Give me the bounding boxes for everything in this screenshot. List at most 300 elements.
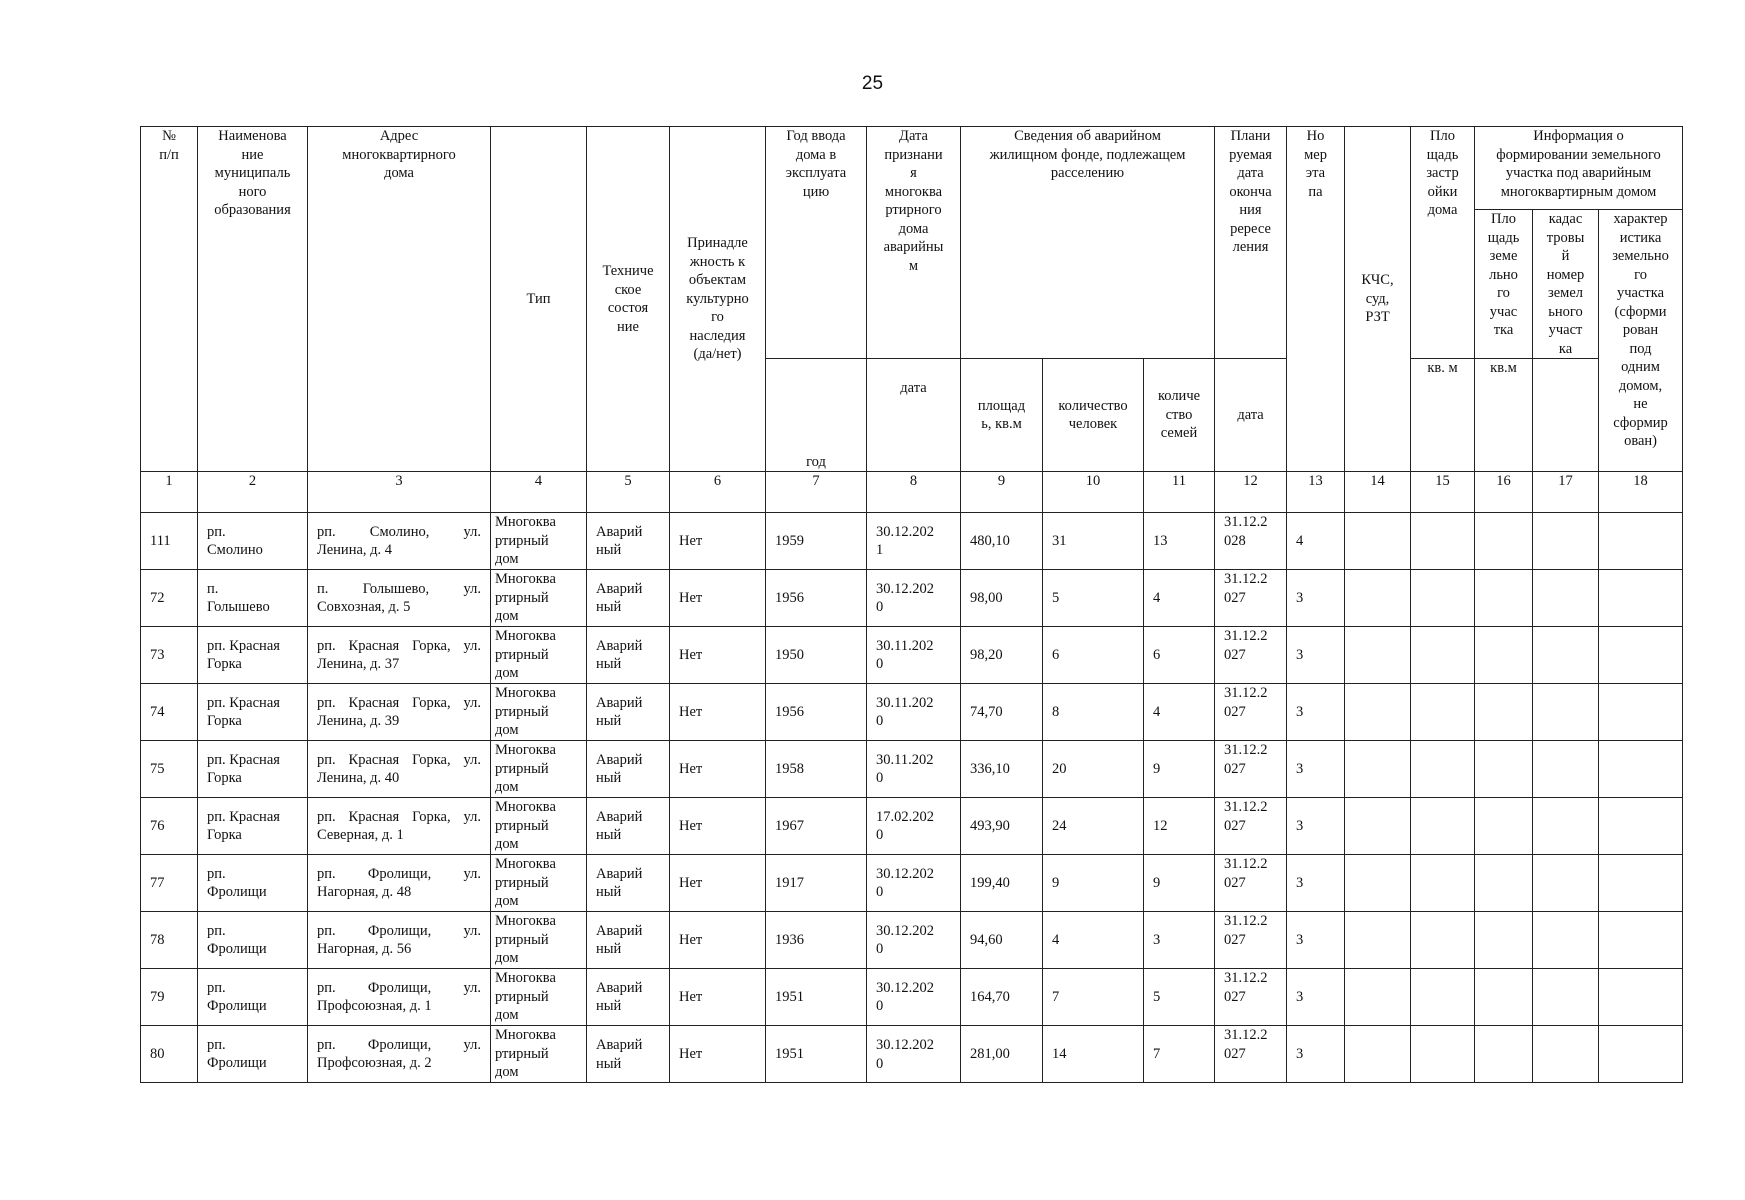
row-municipality-line: Смолино	[207, 542, 263, 558]
column-number: 5	[587, 472, 670, 513]
row-address	[308, 570, 491, 627]
row-empty-cell	[1533, 969, 1599, 1026]
row-planned	[1215, 684, 1287, 741]
row-stage	[1287, 741, 1345, 798]
header-unit-date: дата	[867, 359, 961, 472]
row-address	[308, 855, 491, 912]
row-families	[1144, 684, 1215, 741]
row-empty-cell	[1345, 513, 1411, 570]
row-municipality	[198, 969, 308, 1026]
row-municipality-line: рп.	[207, 865, 226, 882]
row-empty-cell	[1475, 513, 1533, 570]
row-families-text: 13	[1153, 532, 1168, 549]
header-unit-built-area: кв. м	[1411, 359, 1475, 472]
row-date-text: 30.12.202 0	[876, 580, 934, 615]
row-planned-text: 31.12.2 027	[1224, 571, 1268, 606]
column-number: 6	[670, 472, 766, 513]
header-unit-land-area: кв.м	[1475, 359, 1533, 472]
column-number: 11	[1144, 472, 1215, 513]
row-stage	[1287, 684, 1345, 741]
row-address-line: Совхозная, д. 5	[317, 599, 411, 615]
row-number-text: 73	[150, 646, 165, 663]
column-number: 13	[1287, 472, 1345, 513]
row-families	[1144, 1026, 1215, 1083]
row-families	[1144, 912, 1215, 969]
row-address-line: Ленина, д. 4	[317, 542, 393, 558]
row-number-text: 75	[150, 760, 165, 777]
row-families	[1144, 627, 1215, 684]
row-type	[491, 855, 587, 912]
row-year	[766, 912, 867, 969]
column-number: 7	[766, 472, 867, 513]
row-address-line: рп. Смолино, ул.	[317, 523, 481, 540]
row-planned-text: 31.12.2 027	[1224, 742, 1268, 777]
row-heritage	[670, 684, 766, 741]
row-families-text: 6	[1153, 646, 1161, 663]
row-empty-cell	[1411, 513, 1475, 570]
header-num: № п/п	[141, 127, 198, 472]
row-state	[587, 969, 670, 1026]
row-area-text: 164,70	[970, 988, 1010, 1005]
row-empty-cell	[1475, 627, 1533, 684]
row-address-line: Северная, д. 1	[317, 827, 404, 843]
row-stage-text: 3	[1296, 988, 1304, 1005]
row-type-text: Многоква ртирный дом	[495, 799, 556, 852]
column-number: 9	[961, 472, 1043, 513]
row-year-text: 1956	[775, 589, 804, 606]
row-empty-cell	[1599, 1026, 1683, 1083]
row-empty-cell	[1475, 969, 1533, 1026]
row-heritage-text: Нет	[679, 1045, 703, 1062]
header-technical-state: Техниче ское состоя ние	[587, 127, 670, 472]
row-area-text: 94,60	[970, 931, 1003, 948]
column-number: 2	[198, 472, 308, 513]
row-municipality	[198, 627, 308, 684]
row-address-line: рп. Фролищи, ул.	[317, 922, 481, 939]
row-families	[1144, 798, 1215, 855]
row-area	[961, 1026, 1043, 1083]
row-year-text: 1959	[775, 532, 804, 549]
header-date-recognized: Дата признани я многоква ртирного дома аварийны м	[867, 127, 961, 359]
row-type-text: Многоква ртирный дом	[495, 571, 556, 624]
row-planned	[1215, 912, 1287, 969]
row-year	[766, 969, 867, 1026]
row-date	[867, 969, 961, 1026]
row-state	[587, 912, 670, 969]
row-empty-cell	[1533, 741, 1599, 798]
row-people-text: 14	[1052, 1045, 1067, 1062]
header-unit-cadastral-empty	[1533, 359, 1599, 472]
row-date	[867, 855, 961, 912]
row-number-text: 111	[150, 532, 171, 549]
row-stage	[1287, 627, 1345, 684]
row-year-text: 1967	[775, 817, 804, 834]
row-heritage-text: Нет	[679, 532, 703, 549]
row-area	[961, 513, 1043, 570]
row-state-text: Аварий ный	[596, 865, 643, 900]
row-year-text: 1950	[775, 646, 804, 663]
row-municipality-line: п.	[207, 580, 219, 597]
row-number	[141, 513, 198, 570]
column-number: 17	[1533, 472, 1599, 513]
header-stage: Но мер эта па	[1287, 127, 1345, 472]
table-row	[141, 912, 1683, 969]
row-number-text: 77	[150, 874, 165, 891]
row-municipality-line: рп.	[207, 922, 226, 939]
row-area	[961, 798, 1043, 855]
row-families-text: 4	[1153, 703, 1161, 720]
row-people	[1043, 741, 1144, 798]
header-unit-people: количество человек	[1043, 359, 1144, 472]
row-people-text: 31	[1052, 532, 1067, 549]
row-municipality-line: Горка	[207, 713, 242, 729]
row-address	[308, 627, 491, 684]
row-state	[587, 627, 670, 684]
row-municipality	[198, 570, 308, 627]
row-state-text: Аварий ный	[596, 580, 643, 615]
row-type-text: Многоква ртирный дом	[495, 742, 556, 795]
row-area	[961, 627, 1043, 684]
row-empty-cell	[1599, 855, 1683, 912]
row-empty-cell	[1533, 570, 1599, 627]
table-body	[141, 513, 1683, 1083]
row-date-text: 30.12.202 0	[876, 922, 934, 957]
row-area	[961, 570, 1043, 627]
row-year-text: 1917	[775, 874, 804, 891]
row-year-text: 1936	[775, 931, 804, 948]
row-empty-cell	[1411, 741, 1475, 798]
row-municipality	[198, 798, 308, 855]
row-heritage	[670, 513, 766, 570]
row-type-text: Многоква ртирный дом	[495, 514, 556, 567]
row-state-text: Аварий ный	[596, 751, 643, 786]
row-area	[961, 855, 1043, 912]
table-row	[141, 798, 1683, 855]
row-empty-cell	[1599, 570, 1683, 627]
row-year	[766, 570, 867, 627]
row-empty-cell	[1599, 513, 1683, 570]
row-state	[587, 855, 670, 912]
row-empty-cell	[1345, 912, 1411, 969]
row-heritage-text: Нет	[679, 817, 703, 834]
row-municipality-line: Фролищи	[207, 998, 267, 1014]
row-empty-cell	[1411, 969, 1475, 1026]
row-empty-cell	[1599, 684, 1683, 741]
table-row	[141, 570, 1683, 627]
row-municipality	[198, 741, 308, 798]
row-number	[141, 741, 198, 798]
row-type	[491, 798, 587, 855]
row-year-text: 1956	[775, 703, 804, 720]
row-families-text: 12	[1153, 817, 1168, 834]
row-empty-cell	[1411, 912, 1475, 969]
row-empty-cell	[1411, 570, 1475, 627]
row-type-text: Многоква ртирный дом	[495, 628, 556, 681]
row-state-text: Аварий ный	[596, 979, 643, 1014]
row-address-line: рп. Фролищи, ул.	[317, 979, 481, 996]
row-municipality	[198, 855, 308, 912]
row-year	[766, 855, 867, 912]
row-area	[961, 741, 1043, 798]
row-empty-cell	[1475, 855, 1533, 912]
row-municipality-line: Голышево	[207, 599, 270, 615]
row-planned	[1215, 627, 1287, 684]
row-municipality-line: рп. Красная	[207, 751, 280, 768]
row-families-text: 5	[1153, 988, 1161, 1005]
row-heritage	[670, 969, 766, 1026]
row-address-line: рп. Красная Горка, ул.	[317, 751, 481, 768]
row-families	[1144, 741, 1215, 798]
row-date	[867, 741, 961, 798]
row-municipality	[198, 1026, 308, 1083]
row-empty-cell	[1599, 969, 1683, 1026]
row-type	[491, 513, 587, 570]
page-number: 25	[861, 73, 884, 94]
row-planned	[1215, 570, 1287, 627]
row-empty-cell	[1345, 798, 1411, 855]
row-empty-cell	[1345, 570, 1411, 627]
row-empty-cell	[1411, 627, 1475, 684]
row-empty-cell	[1411, 1026, 1475, 1083]
row-state-text: Аварий ный	[596, 1037, 643, 1072]
row-number-text: 72	[150, 589, 165, 606]
row-area-text: 480,10	[970, 532, 1010, 549]
row-state-text: Аварий ный	[596, 808, 643, 843]
row-empty-cell	[1411, 798, 1475, 855]
row-year-text: 1951	[775, 1045, 804, 1062]
header-kchs: КЧС, суд, РЗТ	[1345, 127, 1411, 472]
row-state-text: Аварий ный	[596, 694, 643, 729]
row-number	[141, 627, 198, 684]
row-empty-cell	[1599, 912, 1683, 969]
row-type	[491, 969, 587, 1026]
row-heritage-text: Нет	[679, 646, 703, 663]
row-people	[1043, 684, 1144, 741]
header-cultural-heritage: Принадле жность к объектам культурно го наследия (да/нет)	[670, 127, 766, 472]
row-people-text: 24	[1052, 817, 1067, 834]
header-unit-planned-date: дата	[1215, 359, 1287, 472]
row-number	[141, 798, 198, 855]
row-heritage-text: Нет	[679, 931, 703, 948]
column-number: 15	[1411, 472, 1475, 513]
row-address-line: рп. Фролищи, ул.	[317, 865, 481, 882]
row-people	[1043, 513, 1144, 570]
row-empty-cell	[1475, 570, 1533, 627]
row-date	[867, 684, 961, 741]
row-type	[491, 684, 587, 741]
row-address-line: рп. Красная Горка, ул.	[317, 808, 481, 825]
row-date	[867, 1026, 961, 1083]
row-people	[1043, 855, 1144, 912]
row-number-text: 80	[150, 1045, 165, 1062]
row-people-text: 4	[1052, 931, 1060, 948]
row-families	[1144, 855, 1215, 912]
row-planned-text: 31.12.2 027	[1224, 628, 1268, 663]
row-heritage	[670, 798, 766, 855]
row-people	[1043, 969, 1144, 1026]
row-people	[1043, 912, 1144, 969]
row-address-line: Ленина, д. 40	[317, 770, 400, 786]
row-municipality-line: рп. Красная	[207, 694, 280, 711]
table-row	[141, 855, 1683, 912]
column-number: 12	[1215, 472, 1287, 513]
row-families	[1144, 570, 1215, 627]
header-land-area: Пло щадь земе льно го учас тка	[1475, 210, 1533, 359]
column-number: 4	[491, 472, 587, 513]
row-planned-text: 31.12.2 027	[1224, 856, 1268, 891]
row-heritage	[670, 570, 766, 627]
row-municipality-line: рп.	[207, 1036, 226, 1053]
header-type: Тип	[491, 127, 587, 472]
row-type-text: Многоква ртирный дом	[495, 1027, 556, 1080]
row-heritage	[670, 741, 766, 798]
table-row	[141, 513, 1683, 570]
row-people	[1043, 570, 1144, 627]
row-municipality-line: Горка	[207, 827, 242, 843]
row-stage	[1287, 513, 1345, 570]
row-date-text: 30.12.202 0	[876, 979, 934, 1014]
row-planned-text: 31.12.2 027	[1224, 799, 1268, 834]
row-empty-cell	[1533, 912, 1599, 969]
row-stage-text: 3	[1296, 1045, 1304, 1062]
row-empty-cell	[1533, 1026, 1599, 1083]
row-empty-cell	[1533, 627, 1599, 684]
row-number	[141, 855, 198, 912]
table-row	[141, 627, 1683, 684]
row-year	[766, 513, 867, 570]
row-families-text: 9	[1153, 874, 1161, 891]
row-address	[308, 684, 491, 741]
column-number: 8	[867, 472, 961, 513]
table-row	[141, 1026, 1683, 1083]
row-number	[141, 912, 198, 969]
column-number-row	[141, 472, 1683, 513]
row-municipality-line: Горка	[207, 656, 242, 672]
row-stage-text: 3	[1296, 760, 1304, 777]
row-type-text: Многоква ртирный дом	[495, 970, 556, 1023]
column-number: 1	[141, 472, 198, 513]
row-address-line: п. Голышево, ул.	[317, 580, 481, 597]
row-empty-cell	[1345, 969, 1411, 1026]
row-empty-cell	[1533, 513, 1599, 570]
row-municipality-line: рп.	[207, 523, 226, 540]
header-cadastral: кадас тровы й номер земел ьного участ ка	[1533, 210, 1599, 359]
row-date	[867, 912, 961, 969]
row-state-text: Аварий ный	[596, 523, 643, 558]
header-land-character: характер истика земельно го участка (сформи рован под одним домом, не сформир ован)	[1599, 210, 1683, 472]
row-address	[308, 741, 491, 798]
row-address-line: Профсоюзная, д. 2	[317, 1055, 432, 1071]
row-families	[1144, 513, 1215, 570]
row-stage-text: 4	[1296, 532, 1304, 549]
row-area-text: 493,90	[970, 817, 1010, 834]
row-area-text: 336,10	[970, 760, 1010, 777]
row-stage-text: 3	[1296, 874, 1304, 891]
row-municipality-line: Фролищи	[207, 941, 267, 957]
row-year	[766, 684, 867, 741]
row-people	[1043, 1026, 1144, 1083]
row-families-text: 7	[1153, 1045, 1161, 1062]
row-empty-cell	[1411, 855, 1475, 912]
row-empty-cell	[1599, 741, 1683, 798]
row-heritage	[670, 855, 766, 912]
header-land-info: Информация о формировании земельного участка под аварийным многоквартирным домом	[1475, 127, 1683, 210]
row-address-line: рп. Красная Горка, ул.	[317, 694, 481, 711]
row-planned-text: 31.12.2 028	[1224, 514, 1268, 549]
row-state-text: Аварий ный	[596, 922, 643, 957]
row-heritage	[670, 912, 766, 969]
row-stage-text: 3	[1296, 931, 1304, 948]
row-municipality-line: рп. Красная	[207, 808, 280, 825]
row-heritage-text: Нет	[679, 703, 703, 720]
header-unit-families: количе ство семей	[1144, 359, 1215, 472]
row-planned	[1215, 741, 1287, 798]
row-address-line: рп. Красная Горка, ул.	[317, 637, 481, 654]
row-date-text: 30.11.202 0	[876, 751, 934, 786]
row-stage	[1287, 969, 1345, 1026]
column-number: 3	[308, 472, 491, 513]
row-planned-text: 31.12.2 027	[1224, 913, 1268, 948]
row-empty-cell	[1345, 855, 1411, 912]
row-address	[308, 969, 491, 1026]
row-municipality	[198, 684, 308, 741]
row-families-text: 4	[1153, 589, 1161, 606]
row-number-text: 78	[150, 931, 165, 948]
row-address	[308, 798, 491, 855]
row-empty-cell	[1599, 627, 1683, 684]
row-municipality-line: Фролищи	[207, 884, 267, 900]
row-heritage-text: Нет	[679, 589, 703, 606]
header-municipality: Наименова ние муниципаль ного образования	[198, 127, 308, 472]
row-empty-cell	[1475, 1026, 1533, 1083]
row-heritage	[670, 1026, 766, 1083]
row-date	[867, 513, 961, 570]
header-unit-area: площад ь, кв.м	[961, 359, 1043, 472]
row-empty-cell	[1475, 798, 1533, 855]
row-number	[141, 684, 198, 741]
row-planned	[1215, 513, 1287, 570]
row-date-text: 30.11.202 0	[876, 637, 934, 672]
row-date	[867, 798, 961, 855]
row-municipality-line: рп. Красная	[207, 637, 280, 654]
row-year-text: 1951	[775, 988, 804, 1005]
row-address	[308, 1026, 491, 1083]
row-stage-text: 3	[1296, 817, 1304, 834]
row-state	[587, 684, 670, 741]
row-stage	[1287, 570, 1345, 627]
row-type	[491, 741, 587, 798]
row-municipality-line: Фролищи	[207, 1055, 267, 1071]
row-number	[141, 969, 198, 1026]
row-empty-cell	[1475, 741, 1533, 798]
row-date-text: 17.02.202 0	[876, 808, 934, 843]
row-planned	[1215, 1026, 1287, 1083]
row-stage	[1287, 1026, 1345, 1083]
column-number: 16	[1475, 472, 1533, 513]
row-area-text: 74,70	[970, 703, 1003, 720]
row-address-line: Ленина, д. 37	[317, 656, 400, 672]
row-empty-cell	[1345, 627, 1411, 684]
row-municipality	[198, 513, 308, 570]
row-empty-cell	[1533, 855, 1599, 912]
row-empty-cell	[1533, 684, 1599, 741]
header-planned-end: Плани руемая дата оконча ния pересе ления	[1215, 127, 1287, 359]
row-people-text: 5	[1052, 589, 1060, 606]
row-area-text: 281,00	[970, 1045, 1010, 1062]
row-people-text: 7	[1052, 988, 1060, 1005]
row-year	[766, 1026, 867, 1083]
row-number-text: 76	[150, 817, 165, 834]
